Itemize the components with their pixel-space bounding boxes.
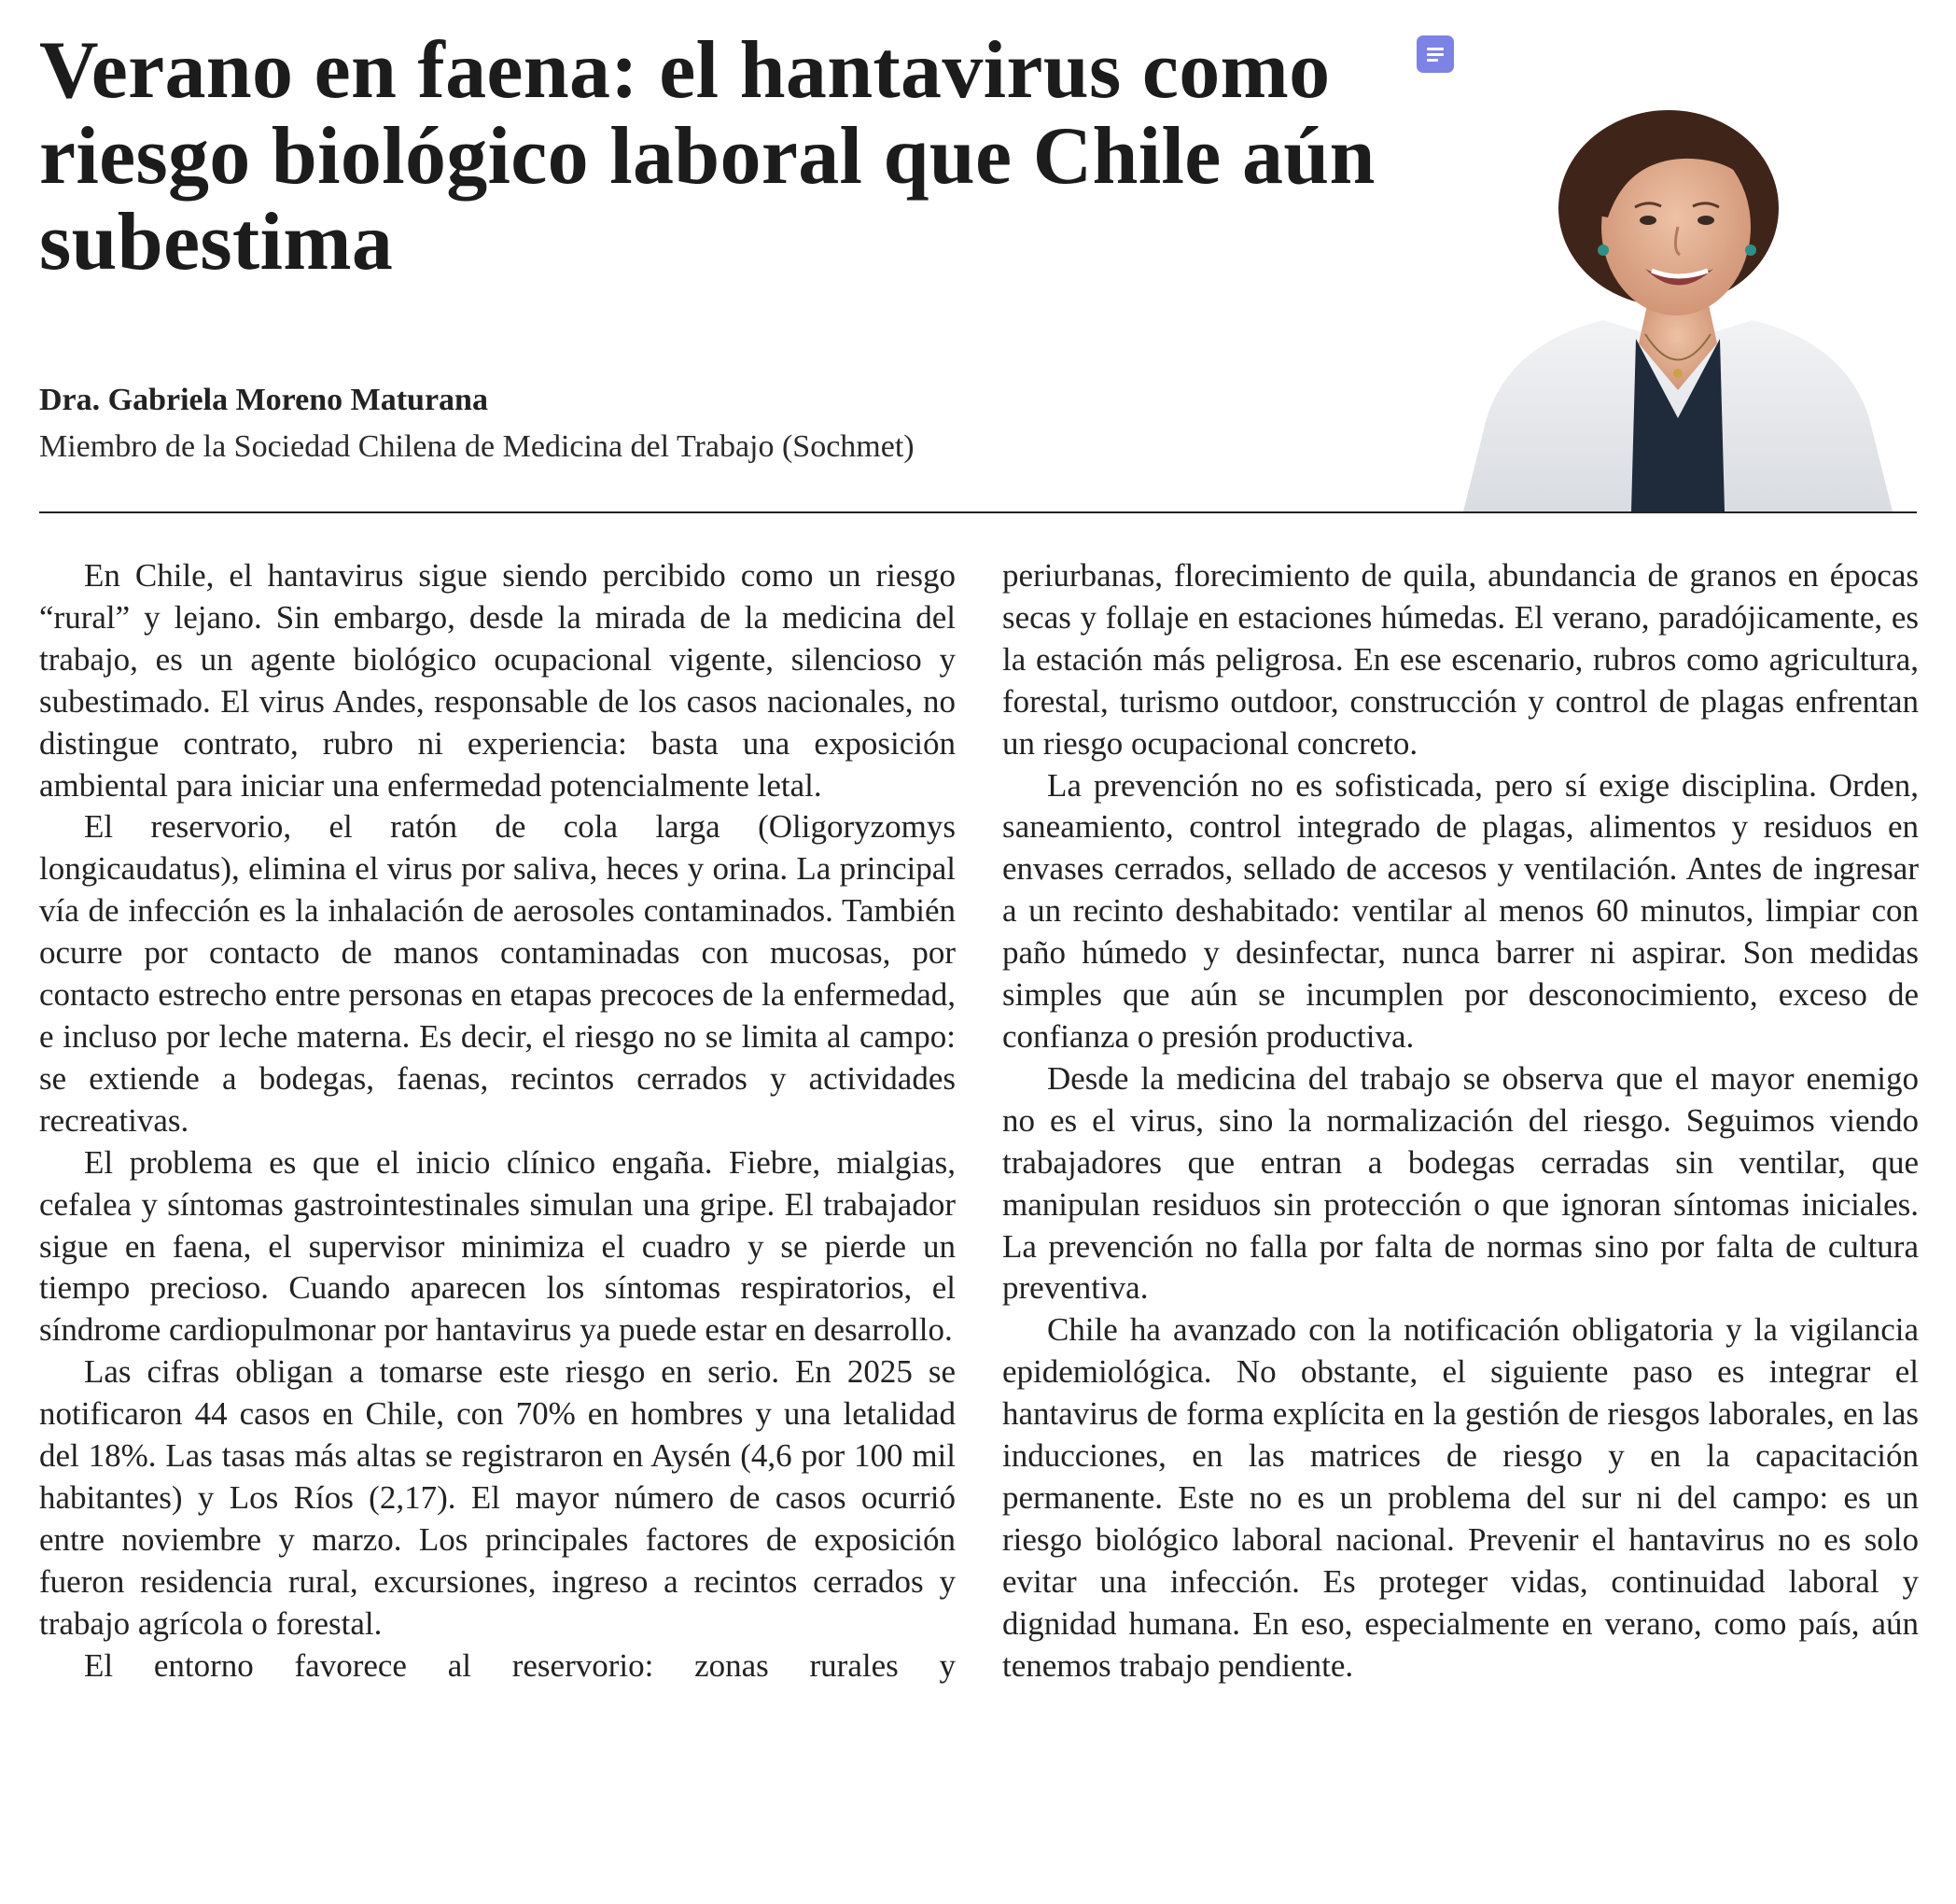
author-photo: [1445, 110, 1911, 511]
article-title: Verano en faena: el hantavirus como riesgo biológico laboral que Chile aún subestima: [39, 25, 1376, 287]
author-role: Miembro de la Sociedad Chilena de Medicina del Trabajo (Sochmet): [39, 429, 915, 464]
paragraph-continuation: periurbanas, florecimiento de quila, abundancia de granos en épocas secas y follaje en estaciones húmedas. El verano, paradójicamente, es la estación más peligrosa. En ese escenario, rubros como agricultura, forestal, turismo outdoor, construcción y control de plagas enfrentan un riesgo ocupacional concreto.: [1002, 557, 1919, 762]
paragraph: Desde la medicina del trabajo se observa que el mayor enemigo no es el virus, sino la normalización del riesgo. Seguimos viendo trabajadores que entran a bodegas cerradas sin ventilar, que manipulan residuos sin protección o que ignoran síntomas iniciales. La prevención no falla por falta de normas sino por falta de cultura preventiva.: [1002, 1059, 1919, 1307]
paragraph: En Chile, el hantavirus sigue siendo percibido como un riesgo “rural” y lejano. Sin embargo, desde la mirada de la medicina del trabajo, es un agente biológico ocupacional vigente, silencioso y subestimado. El virus Andes, responsable de los casos nacionales, no distingue contrato, rubro ni experiencia: basta una exposición ambiental para iniciar una enfermedad potencialmente letal.: [39, 557, 956, 804]
document-icon[interactable]: [1417, 35, 1454, 73]
author-name: Dra. Gabriela Moreno Maturana: [39, 383, 488, 417]
paragraph: El reservorio, el ratón de cola larga (Oligoryzomys longicaudatus), elimina el virus por saliva, heces y orina. La principal vía de infección es la inhalación de aerosoles contaminados. También ocurre por contacto de manos contaminadas con mucosas, por contacto estrecho entre personas en etapas precoces de la enfermedad, e incluso por leche materna. Es decir, el riesgo no se limita al campo: se extiende a bodegas, faenas, recintos cerrados y actividades recreativas.: [39, 808, 956, 1139]
text-column-left: [39, 555, 956, 1687]
paragraph: El problema es que el inicio clínico engaña. Fiebre, mialgias, cefalea y síntomas gastrointestinales simulan una gripe. El trabajador sigue en faena, el supervisor minimiza el cuadro y se pierde un tiempo precioso. Cuando aparecen los síntomas respiratorios, el síndrome cardiopulmonar por hantavirus ya puede estar en desarrollo.: [39, 1143, 956, 1349]
paragraph: Chile ha avanzado con la notificación obligatoria y la vigilancia epidemiológica. No obstante, el siguiente paso es integrar el hantavirus de forma explícita en la gestión de riesgos laborales, en las inducciones, en las matrices de riesgo y en la capacitación permanente. Este no es un problema del sur ni del campo: es un riesgo biológico laboral nacional. Prevenir el hantavirus no es solo evitar una infección. Es proteger vidas, continuidad laboral y dignidad humana. En eso, especialmente en verano, como país, aún tenemos trabajo pendiente.: [1002, 1311, 1919, 1684]
paragraph: Las cifras obligan a tomarse este riesgo en serio. En 2025 se notificaron 44 casos en Chile, con 70% en hombres y una letalidad del 18%. Las tasas más altas se registraron en Aysén (4,6 por 100 mil habitantes) y Los Ríos (2,17). El mayor número de casos ocurrió entre noviembre y marzo. Los principales factores de exposición fueron residencia rural, excursiones, ingreso a recintos cerrados y trabajo agrícola o forestal.: [39, 1353, 956, 1642]
header-divider: [39, 511, 1917, 513]
paragraph: El entorno favorece al reservorio: zonas rurales y: [84, 1646, 956, 1684]
text-column-right: [1002, 555, 1919, 1687]
paragraph: La prevención no es sofisticada, pero sí exige disciplina. Orden, saneamiento, control integrado de plagas, alimentos y residuos en envases cerrados, sellado de accesos y ventilación. Antes de ingresar a un recinto deshabitado: ventilar al menos 60 minutos, limpiar con paño húmedo y desinfectar, nunca barrer ni aspirar. Son medidas simples que aún se incumplen por desconocimiento, exceso de confianza o presión productiva.: [1002, 766, 1919, 1055]
